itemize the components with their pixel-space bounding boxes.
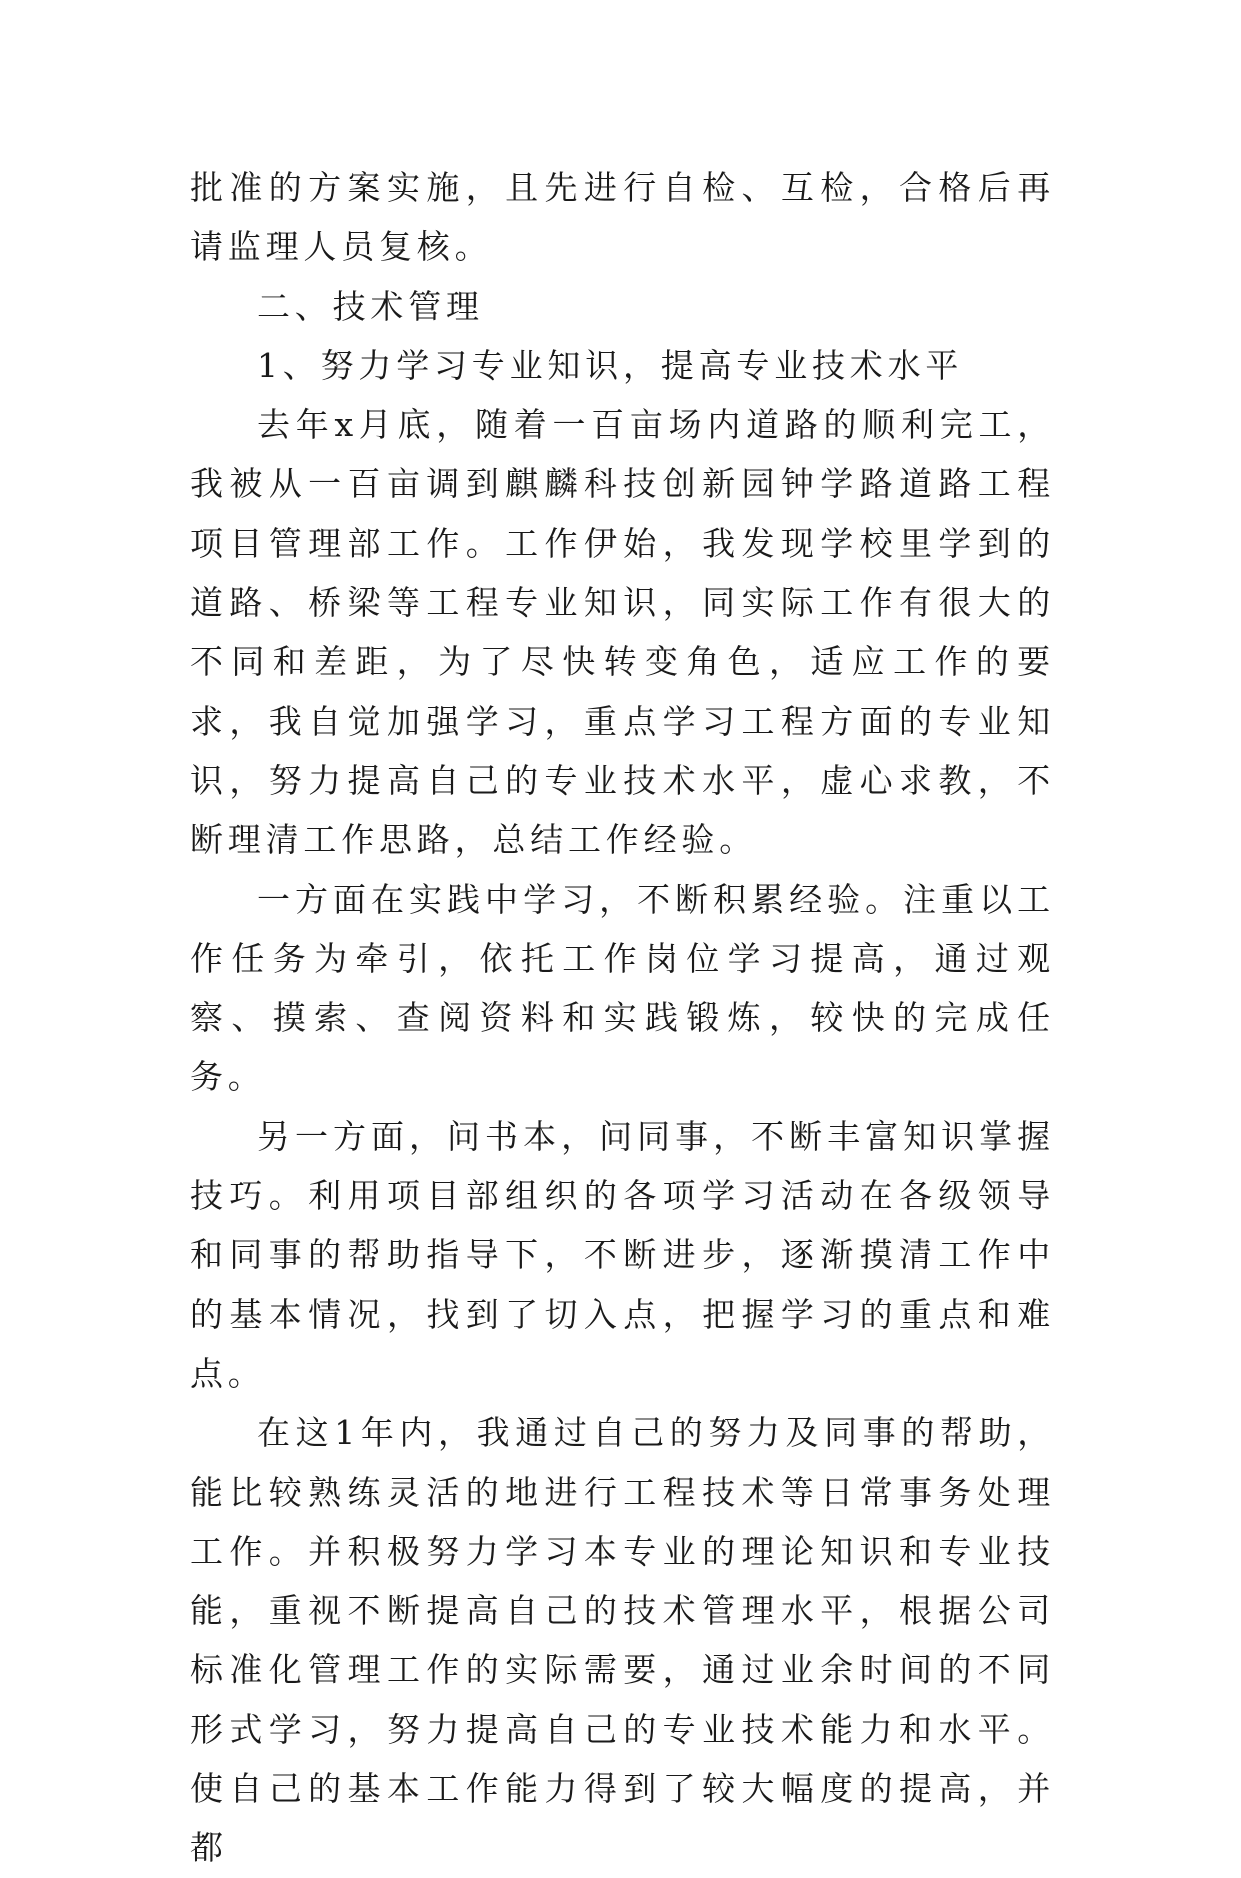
paragraph-practice: 一方面在实践中学习，不断积累经验。注重以工作任务为牵引，依托工作岗位学习提高，通过观察、摸索、查阅资料和实践锻炼，较快的完成任务。 bbox=[190, 879, 1055, 1097]
subsection-heading-study: 1、努力学习专业知识，提高专业技术水平 bbox=[257, 345, 964, 385]
paragraph-approval: 批准的方案实施，且先进行自检、互检，合格后再请监理人员复核。 bbox=[190, 168, 1055, 267]
paragraph-last-year: 去年x月底，随着一百亩场内道路的顺利完工，我被从一百亩调到麒麟科技创新园钟学路道路工程项目管理部工作。工作伊始，我发现学校里学到的道路、桥梁等工程专业知识，同实际工作有很大的不同和差距，为了尽快转变角色，适应工作的要求，我自觉加强学习，重点学习工程方面的专业知识，努力提高自己的专业技术水平，虚心求教，不断理清工作思路，总结工作经验。 bbox=[190, 405, 1055, 860]
document-body bbox=[190, 158, 1055, 1878]
section-heading-technical-management: 二、技术管理 bbox=[257, 286, 484, 326]
paragraph-books-colleagues: 另一方面，问书本，问同事，不断丰富知识掌握技巧。利用项目部组织的各项学习活动在各级领导和同事的帮助指导下，不断进步，逐渐摸清工作中的基本情况，找到了切入点，把握学习的重点和难点。 bbox=[190, 1116, 1055, 1393]
paragraph-this-year: 在这1年内，我通过自己的努力及同事的帮助，能比较熟练灵活的地进行工程技术等日常事务处理工作。并积极努力学习本专业的理论知识和专业技能，重视不断提高自己的技术管理水平，根据公司标准化管理工作的实际需要，通过业余时间的不同形式学习，努力提高自己的专业技术能力和水平。使自己的基本工作能力得到了较大幅度的提高，并都 bbox=[190, 1413, 1055, 1868]
